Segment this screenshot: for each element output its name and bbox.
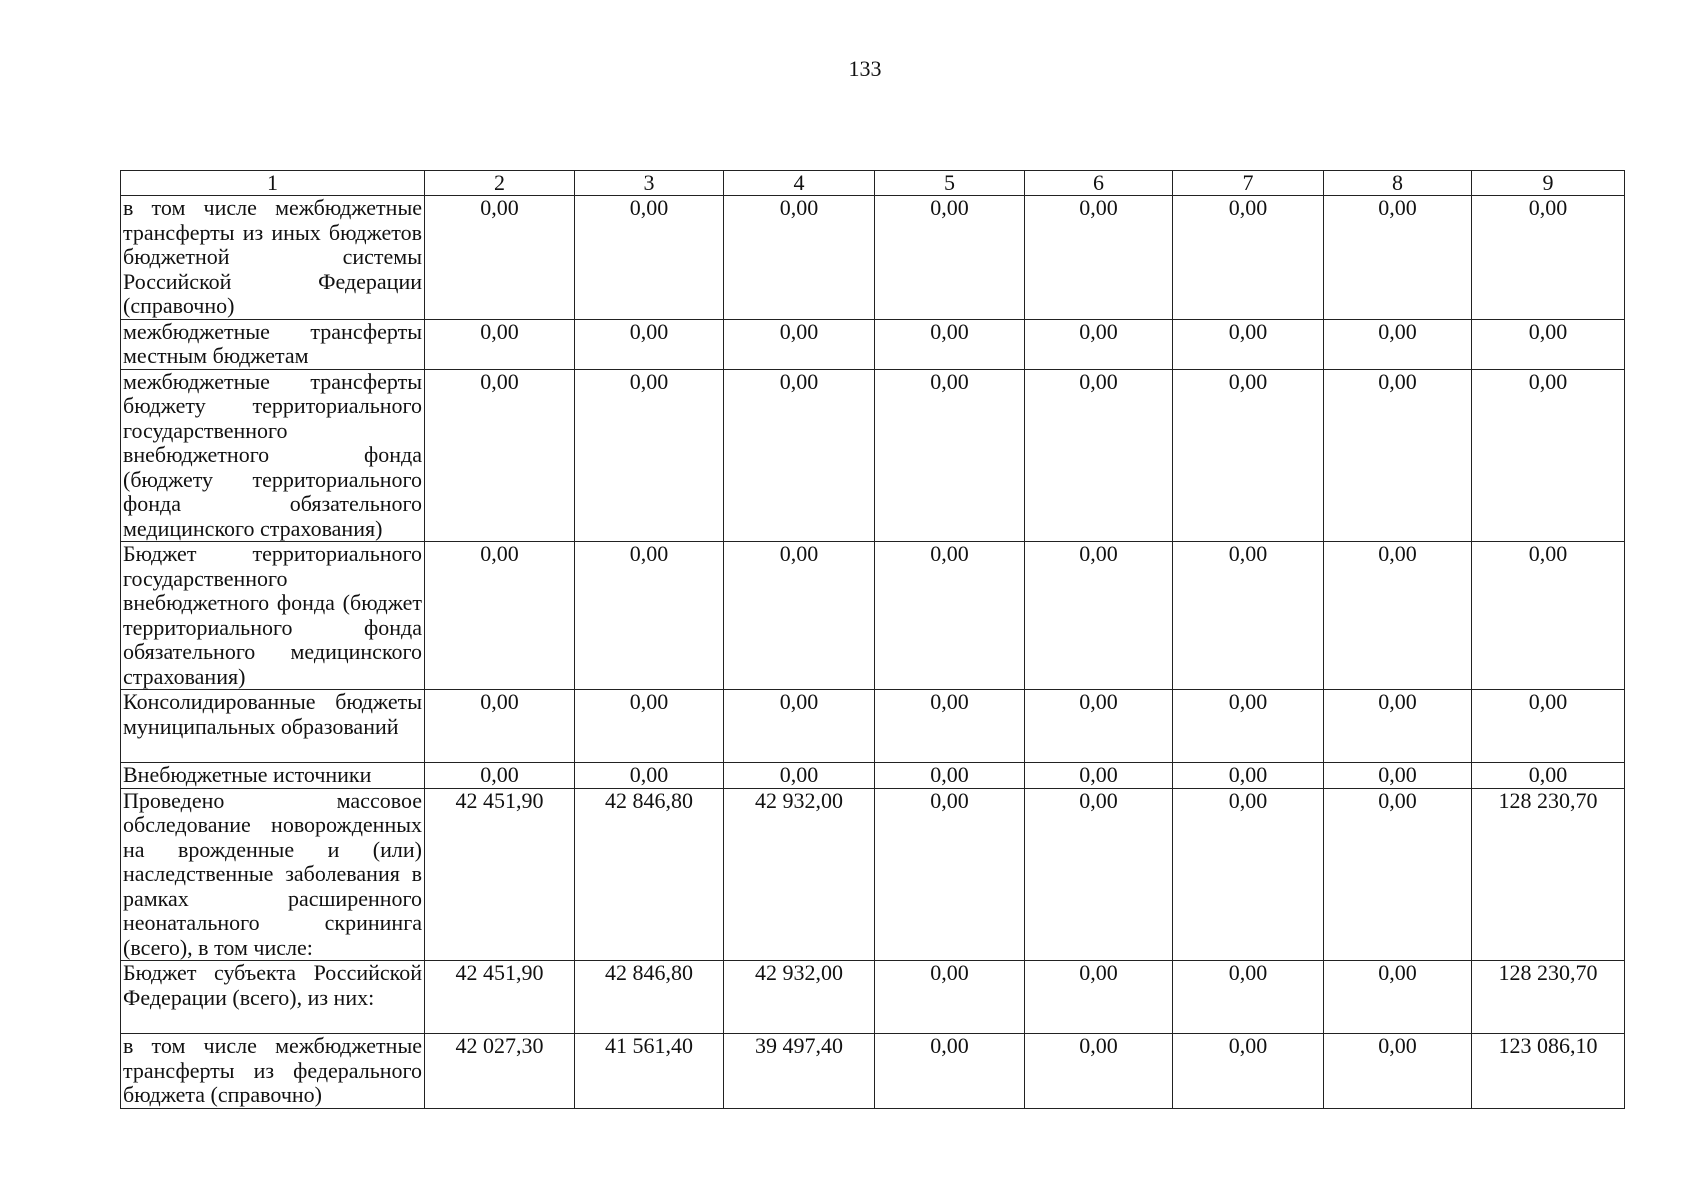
cell-value: 0,00 xyxy=(1173,961,1324,1034)
cell-value: 0,00 xyxy=(1173,369,1324,542)
cell-value: 0,00 xyxy=(724,319,875,369)
table-row xyxy=(121,1034,1625,1109)
cell-value: 0,00 xyxy=(875,690,1025,763)
cell-value: 0,00 xyxy=(1025,763,1173,789)
header-col-4: 4 xyxy=(724,171,875,196)
budget-table xyxy=(120,170,1625,1109)
header-row xyxy=(121,171,1625,196)
cell-value: 0,00 xyxy=(875,196,1025,320)
cell-value: 0,00 xyxy=(425,690,575,763)
cell-value: 42 932,00 xyxy=(724,788,875,961)
header-col-9: 9 xyxy=(1472,171,1625,196)
cell-value: 0,00 xyxy=(425,196,575,320)
cell-value: 0,00 xyxy=(1173,542,1324,690)
row-label: Бюджет субъекта Российской Федерации (всего), из них: xyxy=(121,961,425,1034)
row-label: Консолидированные бюджеты муниципальных образований xyxy=(121,690,425,763)
cell-value: 42 027,30 xyxy=(425,1034,575,1109)
cell-value: 0,00 xyxy=(1472,542,1625,690)
cell-value: 0,00 xyxy=(875,542,1025,690)
cell-value: 0,00 xyxy=(875,763,1025,789)
cell-value: 0,00 xyxy=(1324,763,1472,789)
row-label: Внебюджетные источники xyxy=(121,763,425,789)
cell-value: 0,00 xyxy=(724,690,875,763)
cell-value: 0,00 xyxy=(1324,1034,1472,1109)
row-label: в том числе межбюджетные трансферты из иных бюджетов бюджетной системы Российской Федерации (справочно) xyxy=(121,196,425,320)
cell-value: 0,00 xyxy=(1025,690,1173,763)
cell-value: 0,00 xyxy=(875,1034,1025,1109)
table-row xyxy=(121,369,1625,542)
table-row xyxy=(121,196,1625,320)
cell-value: 0,00 xyxy=(575,763,724,789)
cell-value: 42 451,90 xyxy=(425,961,575,1034)
cell-value: 0,00 xyxy=(1324,319,1472,369)
header-col-8: 8 xyxy=(1324,171,1472,196)
table-row xyxy=(121,763,1625,789)
cell-value: 0,00 xyxy=(1025,788,1173,961)
cell-value: 42 932,00 xyxy=(724,961,875,1034)
cell-value: 0,00 xyxy=(724,763,875,789)
cell-value: 0,00 xyxy=(1324,542,1472,690)
cell-value: 0,00 xyxy=(1025,369,1173,542)
cell-value: 123 086,10 xyxy=(1472,1034,1625,1109)
cell-value: 0,00 xyxy=(724,542,875,690)
header-col-2: 2 xyxy=(425,171,575,196)
row-label: межбюджетные трансферты бюджету территориального государственного внебюджетного фонда (бюджету территориального фонда обязательного медицинского страхования) xyxy=(121,369,425,542)
cell-value: 0,00 xyxy=(575,369,724,542)
cell-value: 0,00 xyxy=(425,369,575,542)
row-label: межбюджетные трансферты местным бюджетам xyxy=(121,319,425,369)
cell-value: 0,00 xyxy=(875,788,1025,961)
table-row xyxy=(121,542,1625,690)
cell-value: 128 230,70 xyxy=(1472,961,1625,1034)
cell-value: 0,00 xyxy=(425,319,575,369)
cell-value: 42 846,80 xyxy=(575,788,724,961)
table-row xyxy=(121,961,1625,1034)
cell-value: 0,00 xyxy=(724,369,875,542)
cell-value: 0,00 xyxy=(875,369,1025,542)
cell-value: 41 561,40 xyxy=(575,1034,724,1109)
cell-value: 0,00 xyxy=(1173,788,1324,961)
header-col-5: 5 xyxy=(875,171,1025,196)
cell-value: 0,00 xyxy=(1472,690,1625,763)
cell-value: 42 846,80 xyxy=(575,961,724,1034)
cell-value: 0,00 xyxy=(425,763,575,789)
cell-value: 0,00 xyxy=(1025,196,1173,320)
cell-value: 39 497,40 xyxy=(724,1034,875,1109)
cell-value: 0,00 xyxy=(1173,1034,1324,1109)
cell-value: 0,00 xyxy=(575,690,724,763)
cell-value: 0,00 xyxy=(1173,690,1324,763)
cell-value: 0,00 xyxy=(1472,196,1625,320)
header-col-1: 1 xyxy=(121,171,425,196)
cell-value: 0,00 xyxy=(1025,319,1173,369)
table-row xyxy=(121,788,1625,961)
cell-value: 0,00 xyxy=(1324,788,1472,961)
cell-value: 128 230,70 xyxy=(1472,788,1625,961)
cell-value: 0,00 xyxy=(1472,763,1625,789)
cell-value: 0,00 xyxy=(875,319,1025,369)
table-row xyxy=(121,319,1625,369)
table-row xyxy=(121,690,1625,763)
cell-value: 0,00 xyxy=(724,196,875,320)
cell-value: 0,00 xyxy=(1472,369,1625,542)
cell-value: 0,00 xyxy=(1025,961,1173,1034)
cell-value: 0,00 xyxy=(1173,319,1324,369)
cell-value: 0,00 xyxy=(1324,690,1472,763)
cell-value: 0,00 xyxy=(875,961,1025,1034)
cell-value: 0,00 xyxy=(575,196,724,320)
cell-value: 42 451,90 xyxy=(425,788,575,961)
cell-value: 0,00 xyxy=(1324,961,1472,1034)
row-label: в том числе межбюджетные трансферты из федерального бюджета (справочно) xyxy=(121,1034,425,1109)
row-label: Проведено массовое обследование новорожденных на врожденные и (или) наследственные заболевания в рамках расширенного неонатального скрининга (всего), в том числе: xyxy=(121,788,425,961)
header-col-7: 7 xyxy=(1173,171,1324,196)
cell-value: 0,00 xyxy=(425,542,575,690)
cell-value: 0,00 xyxy=(575,319,724,369)
page-number: 133 xyxy=(848,56,882,81)
cell-value: 0,00 xyxy=(1472,319,1625,369)
cell-value: 0,00 xyxy=(1324,196,1472,320)
cell-value: 0,00 xyxy=(1025,1034,1173,1109)
cell-value: 0,00 xyxy=(1324,369,1472,542)
row-label: Бюджет территориального государственного внебюджетного фонда (бюджет территориального фонда обязательного медицинского страхования) xyxy=(121,542,425,690)
header-col-6: 6 xyxy=(1025,171,1173,196)
cell-value: 0,00 xyxy=(1025,542,1173,690)
cell-value: 0,00 xyxy=(1173,763,1324,789)
cell-value: 0,00 xyxy=(1173,196,1324,320)
header-col-3: 3 xyxy=(575,171,724,196)
cell-value: 0,00 xyxy=(575,542,724,690)
